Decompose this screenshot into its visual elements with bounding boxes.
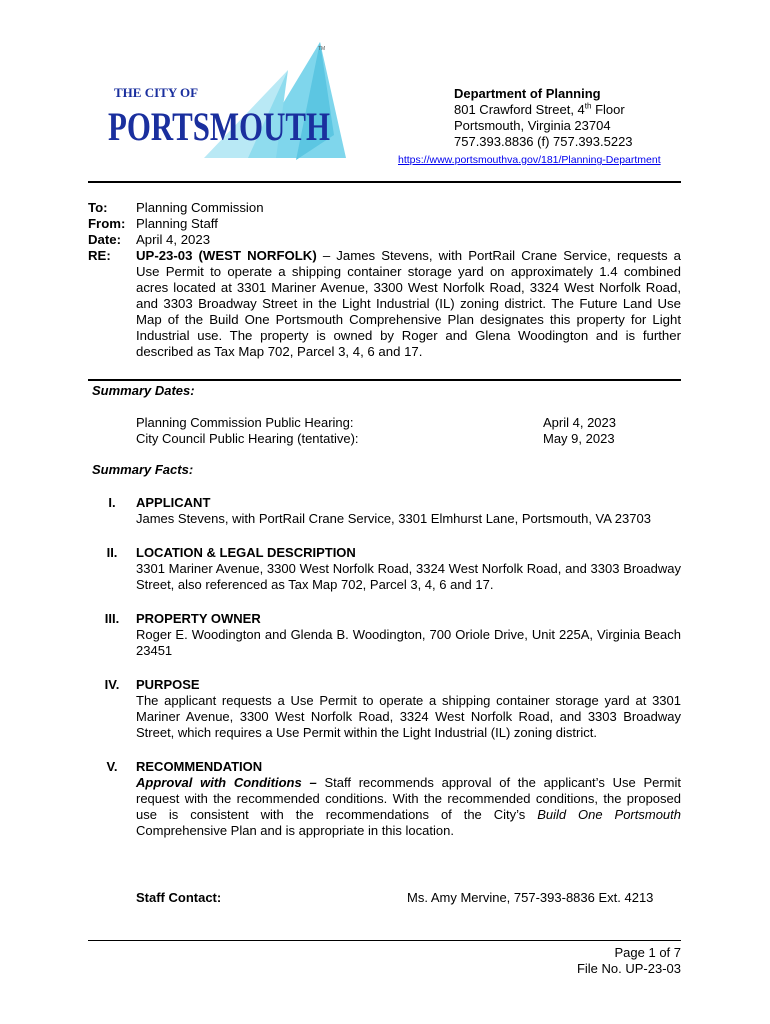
svg-text:THE CITY OF: THE CITY OF: [114, 85, 199, 100]
department-title: Department of Planning: [454, 86, 601, 101]
fact-property-owner: III. PROPERTY OWNER Roger E. Woodington and Glenda B. Woodington, 700 Oriole Drive, Unit 225A, Virginia Beach 23451: [104, 611, 681, 658]
address-street: 801 Crawford Street, 4th Floor: [454, 101, 625, 117]
file-number: File No. UP-23-03: [576, 961, 681, 976]
department-link[interactable]: https://www.portsmouthva.gov/181/Planning-Department: [398, 154, 661, 166]
sailboat-icon: [108, 40, 348, 168]
fact-applicant: I. APPLICANT James Stevens, with PortRail Crane Service, 3301 Elmhurst Lane, Portsmouth, VA 23703: [108, 495, 651, 526]
summary-facts-list: [88, 495, 681, 857]
svg-text:PORTSMOUTH: PORTSMOUTH: [108, 104, 330, 149]
memo-from-row: From: Planning Staff: [88, 216, 218, 231]
summary-dates-heading: Summary Dates:: [92, 383, 195, 398]
dates-row: City Council Public Hearing (tentative): May 9, 2023: [136, 431, 615, 446]
summary-facts-heading: Summary Facts:: [92, 462, 194, 477]
memo-header: [88, 200, 681, 360]
section-divider: [88, 379, 681, 381]
page-footer: [577, 945, 681, 977]
fact-location: II. LOCATION & LEGAL DESCRIPTION 3301 Mariner Avenue, 3300 West Norfolk Road, 3324 West Norfolk Road, and 3303 Broadway Street, also referenced as Tax Map 702, Parcel 3, 4, 6 and 17.: [106, 545, 681, 592]
fact-purpose: IV. PURPOSE The applicant requests a Use Permit to operate a shipping container storage yard at 3301 Mariner Avenue, 3300 West Norfolk Road, 3324 West Norfolk Road, and 3303 Broadway Street, which requires a Use Permit within the Light Industrial (IL) zoning district.: [104, 677, 681, 740]
memo-re-row: RE: UP-23-03 (WEST NORFOLK) – James Stevens, with PortRail Crane Service, requests a Use Permit to operate a shipping container storage yard on approximately 1.4 combined acres located at 3301 Mariner Avenue, 3300 West Norfolk Road, 3324 West Norfolk Road, and 3303 Broadway Street in the Light Industrial (IL) zoning district. The Future Land Use Map of the Build One Portsmouth Comprehensive Plan designates this property for Light Industrial use. The property is owned by Roger and Glena Woodington and is further described as Tax Map 702, Parcel 3, 4, 6 and 17.: [88, 248, 681, 359]
footer-divider: [88, 940, 681, 941]
page-number: Page 1 of 7: [614, 945, 681, 960]
svg-text:TM: TM: [318, 46, 326, 52]
dates-row: Planning Commission Public Hearing: April 4, 2023: [136, 415, 616, 430]
summary-dates-table: [136, 415, 681, 447]
memo-to-row: To: Planning Commission: [88, 200, 264, 215]
phone-fax: 757.393.8836 (f) 757.393.5223: [454, 134, 633, 149]
staff-contact-value: Ms. Amy Mervine, 757-393-8836 Ext. 4213: [407, 890, 654, 905]
city-logo: [108, 40, 348, 168]
department-address: [454, 86, 633, 150]
staff-contact-label: Staff Contact:: [136, 890, 222, 905]
fact-recommendation: V. RECOMMENDATION Approval with Conditions – Staff recommends approval of the applicant’s Use Permit request with the recommended conditions. With the recommended conditions, the proposed use is consistent with the recommendations of the City’s Build One Portsmouth Comprehensive Plan and is appropriate in this location.: [106, 759, 681, 838]
address-city: Portsmouth, Virginia 23704: [454, 118, 611, 133]
header-divider: [88, 181, 681, 183]
memo-date-row: Date: April 4, 2023: [88, 232, 211, 247]
memo-re-text: UP-23-03 (WEST NORFOLK) – James Stevens, with PortRail Crane Service, requests a Use Permit to operate a shipping container storage yard on approximately 1.4 combined acres located at 3301 Mariner Avenue, 3300 West Norfolk Road, 3324 West Norfolk Road, and 3303 Broadway Street in the Light Industrial (IL) zoning district. The Future Land Use Map of the Build One Portsmouth Comprehensive Plan designates this property for Light Industrial use. The property is owned by Roger and Glena Woodington and is further described as Tax Map 702, Parcel 3, 4, 6 and 17.: [136, 248, 681, 359]
